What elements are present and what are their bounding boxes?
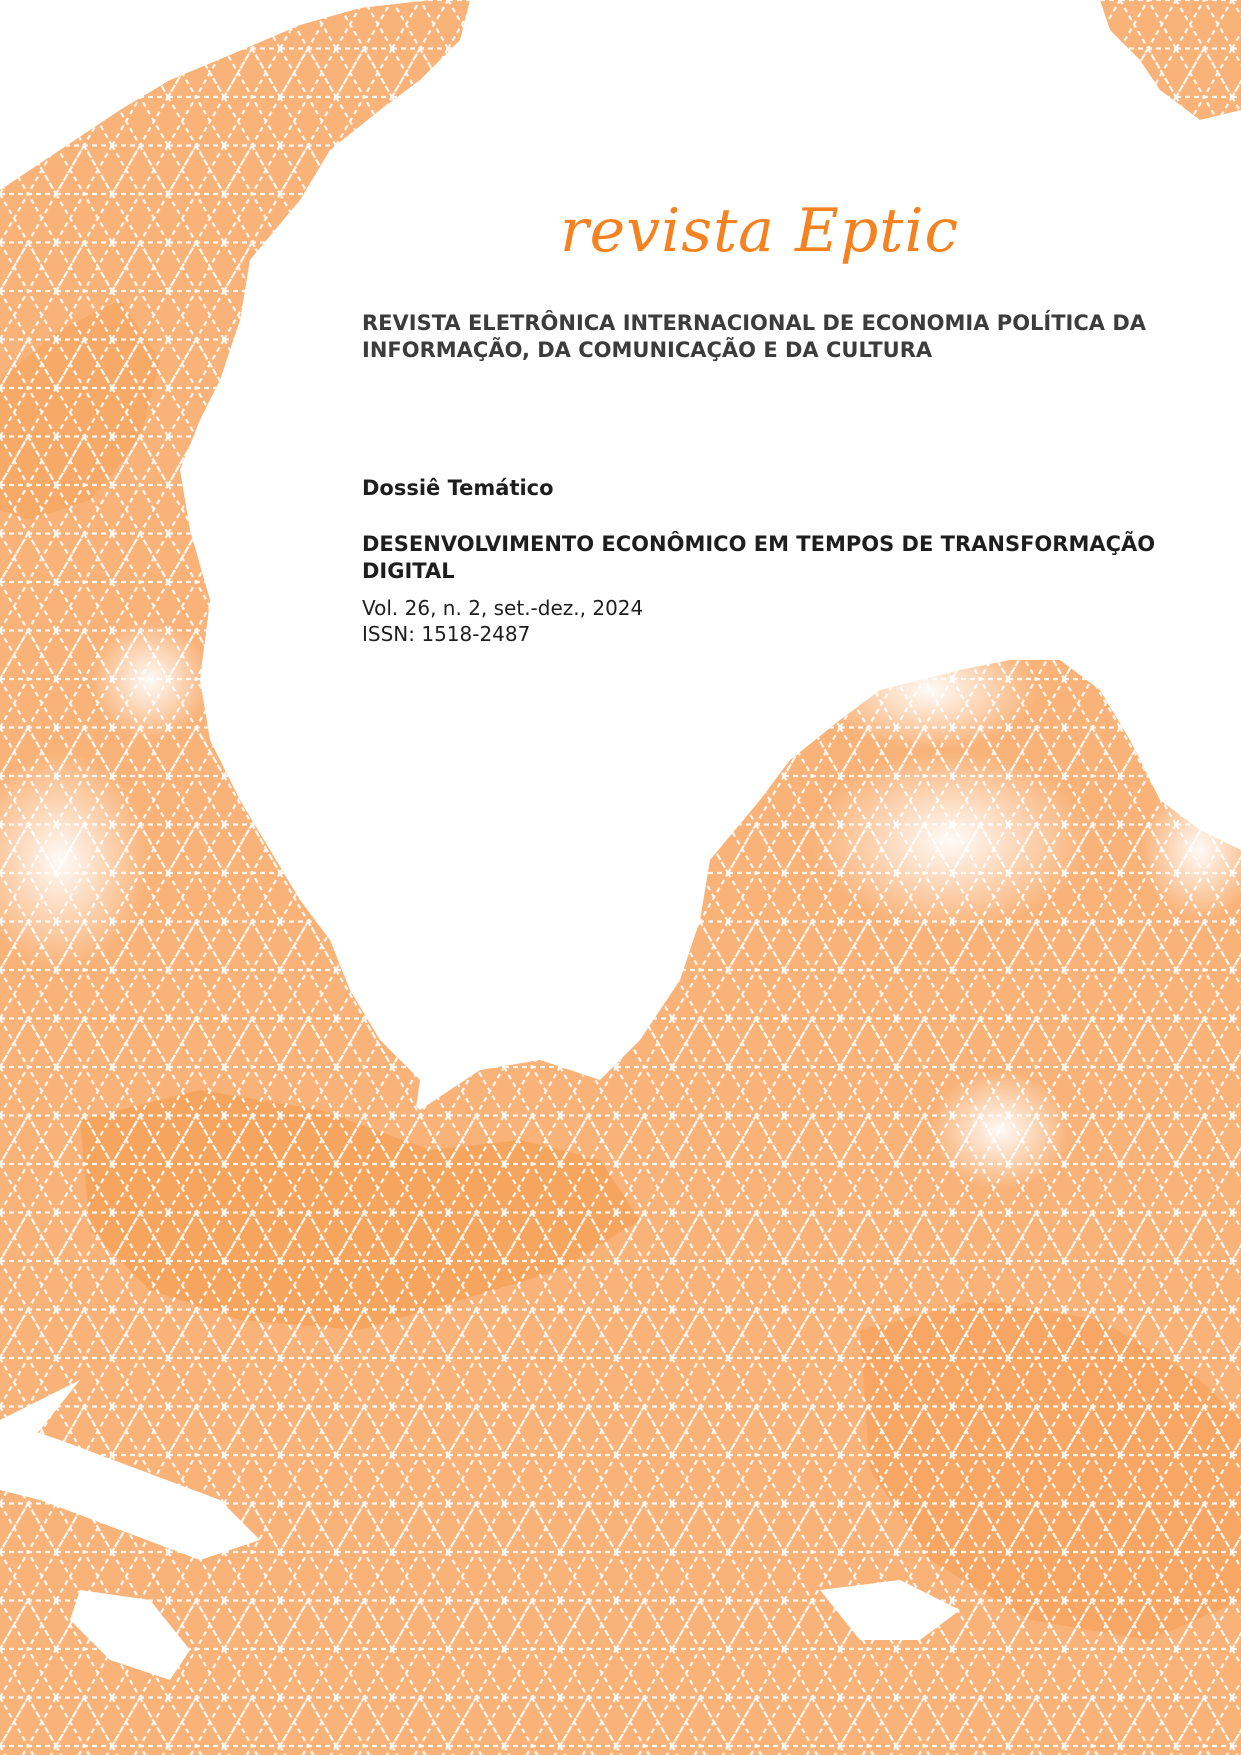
dossier-title: DESENVOLVIMENTO ECONÔMICO EM TEMPOS DE TRANSFORMAÇÃO DIGITAL	[362, 532, 1156, 583]
journal-logo: revista Eptic	[560, 196, 960, 266]
issn-number: ISSN: 1518-2487	[362, 622, 531, 646]
volume-info: Vol. 26, n. 2, set.-dez., 2024	[362, 596, 644, 620]
dossier-label: Dossiê Temático	[362, 476, 554, 500]
journal-full-name: REVISTA ELETRÔNICA INTERNACIONAL DE ECONOMIA POLÍTICA DA INFORMAÇÃO, DA COMUNICAÇÃO E DA CULTURA	[362, 311, 1147, 362]
